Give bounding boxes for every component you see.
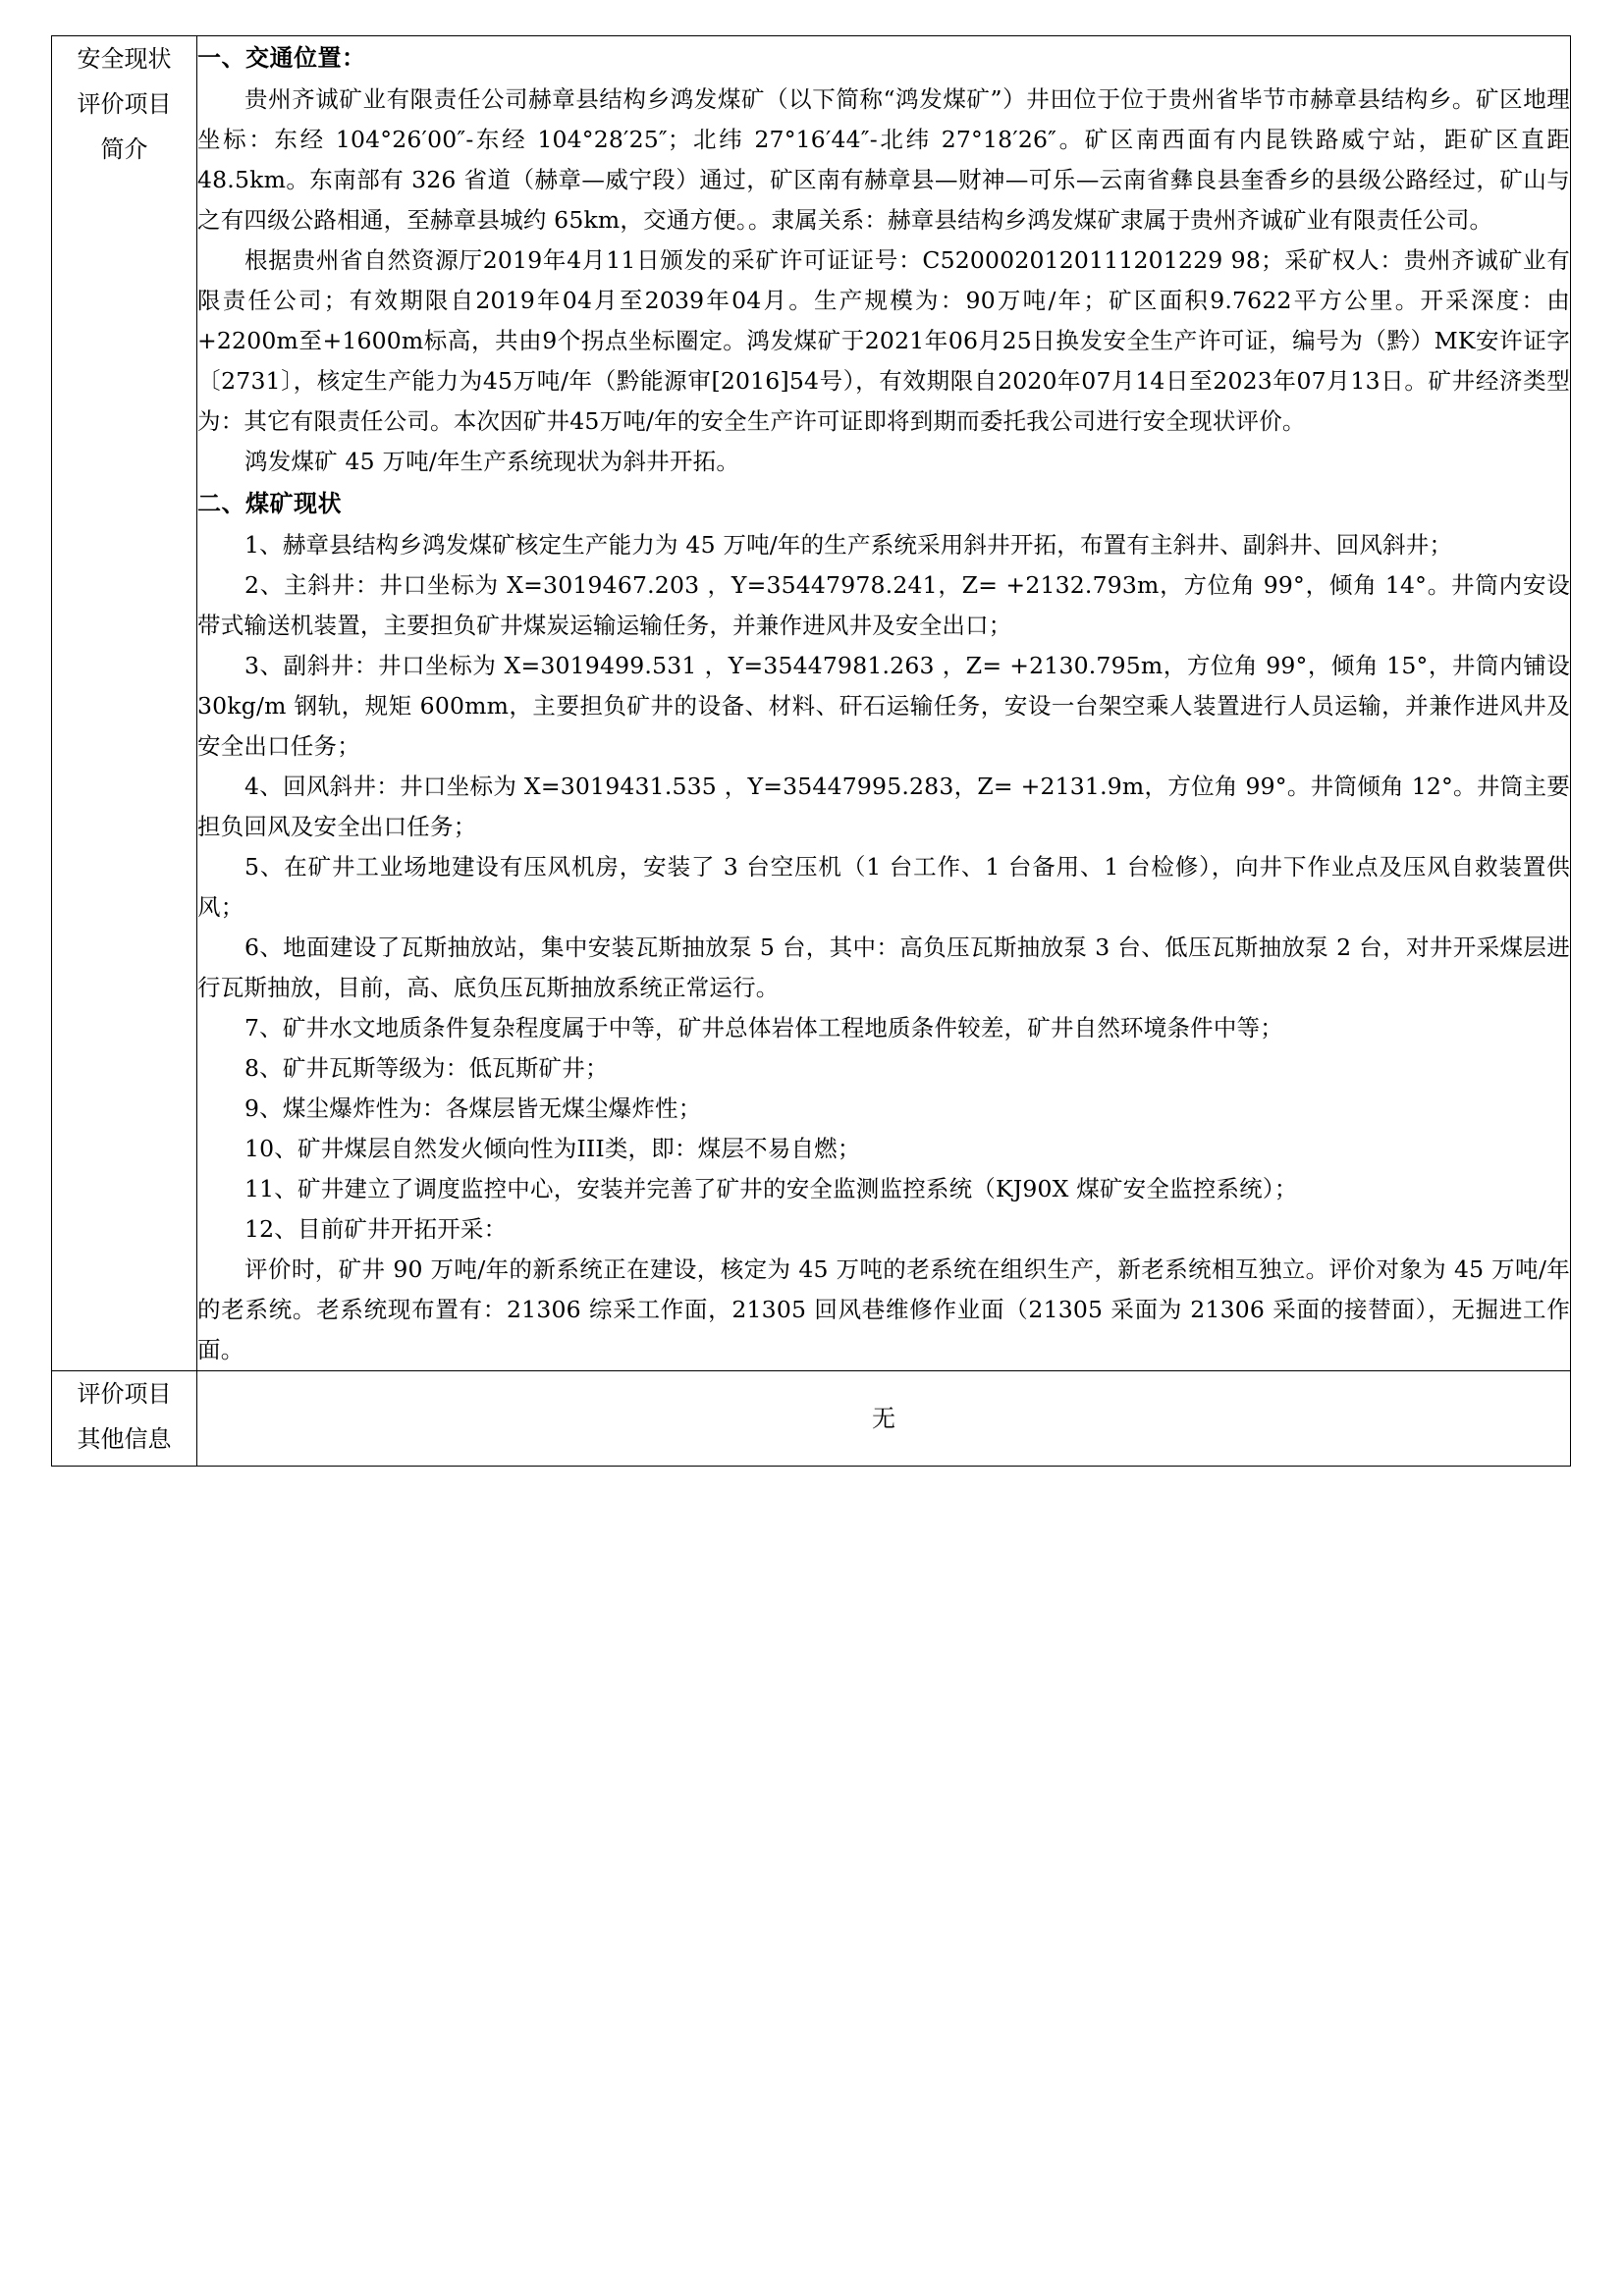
paragraph-production-system: 鸿发煤矿 45 万吨/年生产系统现状为斜井开拓。: [244, 448, 740, 475]
row-label-safety-status-intro: [52, 36, 197, 1371]
table-row: [52, 1371, 1571, 1467]
table-row: [52, 36, 1571, 1371]
list-item: 11、矿井建立了调度监控中心，安装并完善了矿井的安全监测监控系统（KJ90X 煤矿安全监控系统）；: [244, 1175, 1298, 1202]
list-item: 9、煤尘爆炸性为：各煤层皆无煤尘爆炸性；: [244, 1095, 702, 1122]
row-label-line: 评价项目: [77, 90, 172, 118]
section-heading-mine-status: 二、煤矿现状: [197, 489, 342, 517]
section-heading-traffic-location: 一、交通位置：: [197, 43, 366, 72]
list-item: 2、主斜井：井口坐标为 X=3019467.203 ，Y=35447978.241，Z= +2132.793m，方位角 99°，倾角 14°。井筒内安设带式输送机装置，主要担负矿井煤炭运输运输任务，并兼作进风井及安全出口；: [197, 571, 1570, 639]
paragraph-evaluation-scope: 评价时，矿井 90 万吨/年的新系统正在建设，核定为 45 万吨的老系统在组织生产，新老系统相互独立。评价对象为 45 万吨/年的老系统。老系统现布置有：21306 综采工作面，21305 回风巷维修作业面（21305 采面为 21306 采面的接替面），无掘进工作面。: [197, 1255, 1570, 1363]
row-content-safety-status-intro: [197, 36, 1571, 1371]
list-item: 4、回风斜井：井口坐标为 X=3019431.535 ，Y=35447995.283，Z= +2131.9m，方位角 99°。井筒倾角 12°。井筒主要担负回风及安全出口任务；: [197, 773, 1570, 840]
list-item: 5、在矿井工业场地建设有压风机房，安装了 3 台空压机（1 台工作、1 台备用、1 台检修），向井下作业点及压风自救装置供风；: [197, 853, 1570, 921]
list-item: 1、赫章县结构乡鸿发煤矿核定生产能力为 45 万吨/年的生产系统采用斜井开拓，布置有主斜井、副斜井、回风斜井；: [244, 531, 1453, 559]
list-item: 8、矿井瓦斯等级为：低瓦斯矿井；: [244, 1054, 609, 1082]
row-label-other-info: [52, 1371, 197, 1467]
list-item: 3、副斜井：井口坐标为 X=3019499.531 ，Y=35447981.263 ，Z= +2130.795m，方位角 99°，倾角 15°，井筒内铺设 30kg/m 钢轨，规矩 600mm，主要担负矿井的设备、材料、矸石运输任务，安设一台架空乘人装置进行人员运输，并兼作进风井及安全出口任务；: [197, 652, 1570, 760]
evaluation-info-table: [51, 35, 1571, 1467]
list-item: 10、矿井煤层自然发火倾向性为III类，即：煤层不易自燃；: [244, 1135, 861, 1162]
list-item: 6、地面建设了瓦斯抽放站，集中安装瓦斯抽放泵 5 台，其中：高负压瓦斯抽放泵 3 台、低压瓦斯抽放泵 2 台，对井开采煤层进行瓦斯抽放，目前，高、底负压瓦斯抽放系统正常运行。: [197, 934, 1570, 1001]
row-label-line: 评价项目: [77, 1380, 172, 1408]
list-item: 12、目前矿井开拓开采：: [244, 1215, 508, 1243]
row-label-line: 安全现状: [77, 45, 172, 73]
paragraph-location: 贵州齐诚矿业有限责任公司赫章县结构乡鸿发煤矿（以下简称“鸿发煤矿”）井田位于位于贵州省毕节市赫章县结构乡。矿区地理坐标：东经 104°26′00″-东经 104°28′25″；北纬 27°16′44″-北纬 27°18′26″。矿区南西面有内昆铁路威宁站，距矿区直距 48.5km。东南部有 326 省道（赫章—威宁段）通过，矿区南有赫章县—财神—可乐—云南省彝良县奎香乡的县级公路经过，矿山与之有四级公路相通，至赫章县城约 65km，交通方便。。隶属关系：赫章县结构乡鸿发煤矿隶属于贵州齐诚矿业有限责任公司。: [197, 85, 1570, 234]
paragraph-license: 根据贵州省自然资源厅2019年4月11日颁发的采矿许可证证号：C5200020120111201229 98；采矿权人：贵州齐诚矿业有限责任公司；有效期限自2019年04月至2039年04月。生产规模为：90万吨/年；矿区面积9.7622平方公里。开采深度：由+2200m至+1600m标高，共由9个拐点坐标圈定。鸿发煤矿于2021年06月25日换发安全生产许可证，编号为（黔）MK安许证字〔2731〕，核定生产能力为45万吨/年（黔能源审[2016]54号），有效期限自2020年07月14日至2023年07月13日。矿井经济类型为：其它有限责任公司。本次因矿井45万吨/年的安全生产许可证即将到期而委托我公司进行安全现状评价。: [197, 246, 1570, 435]
list-item: 7、矿井水文地质条件复杂程度属于中等，矿井总体岩体工程地质条件较差，矿井自然环境条件中等；: [244, 1014, 1283, 1041]
row-content-other-info: 无: [197, 1371, 1571, 1467]
row-label-line: 简介: [100, 135, 148, 163]
row-label-line: 其他信息: [77, 1425, 172, 1453]
